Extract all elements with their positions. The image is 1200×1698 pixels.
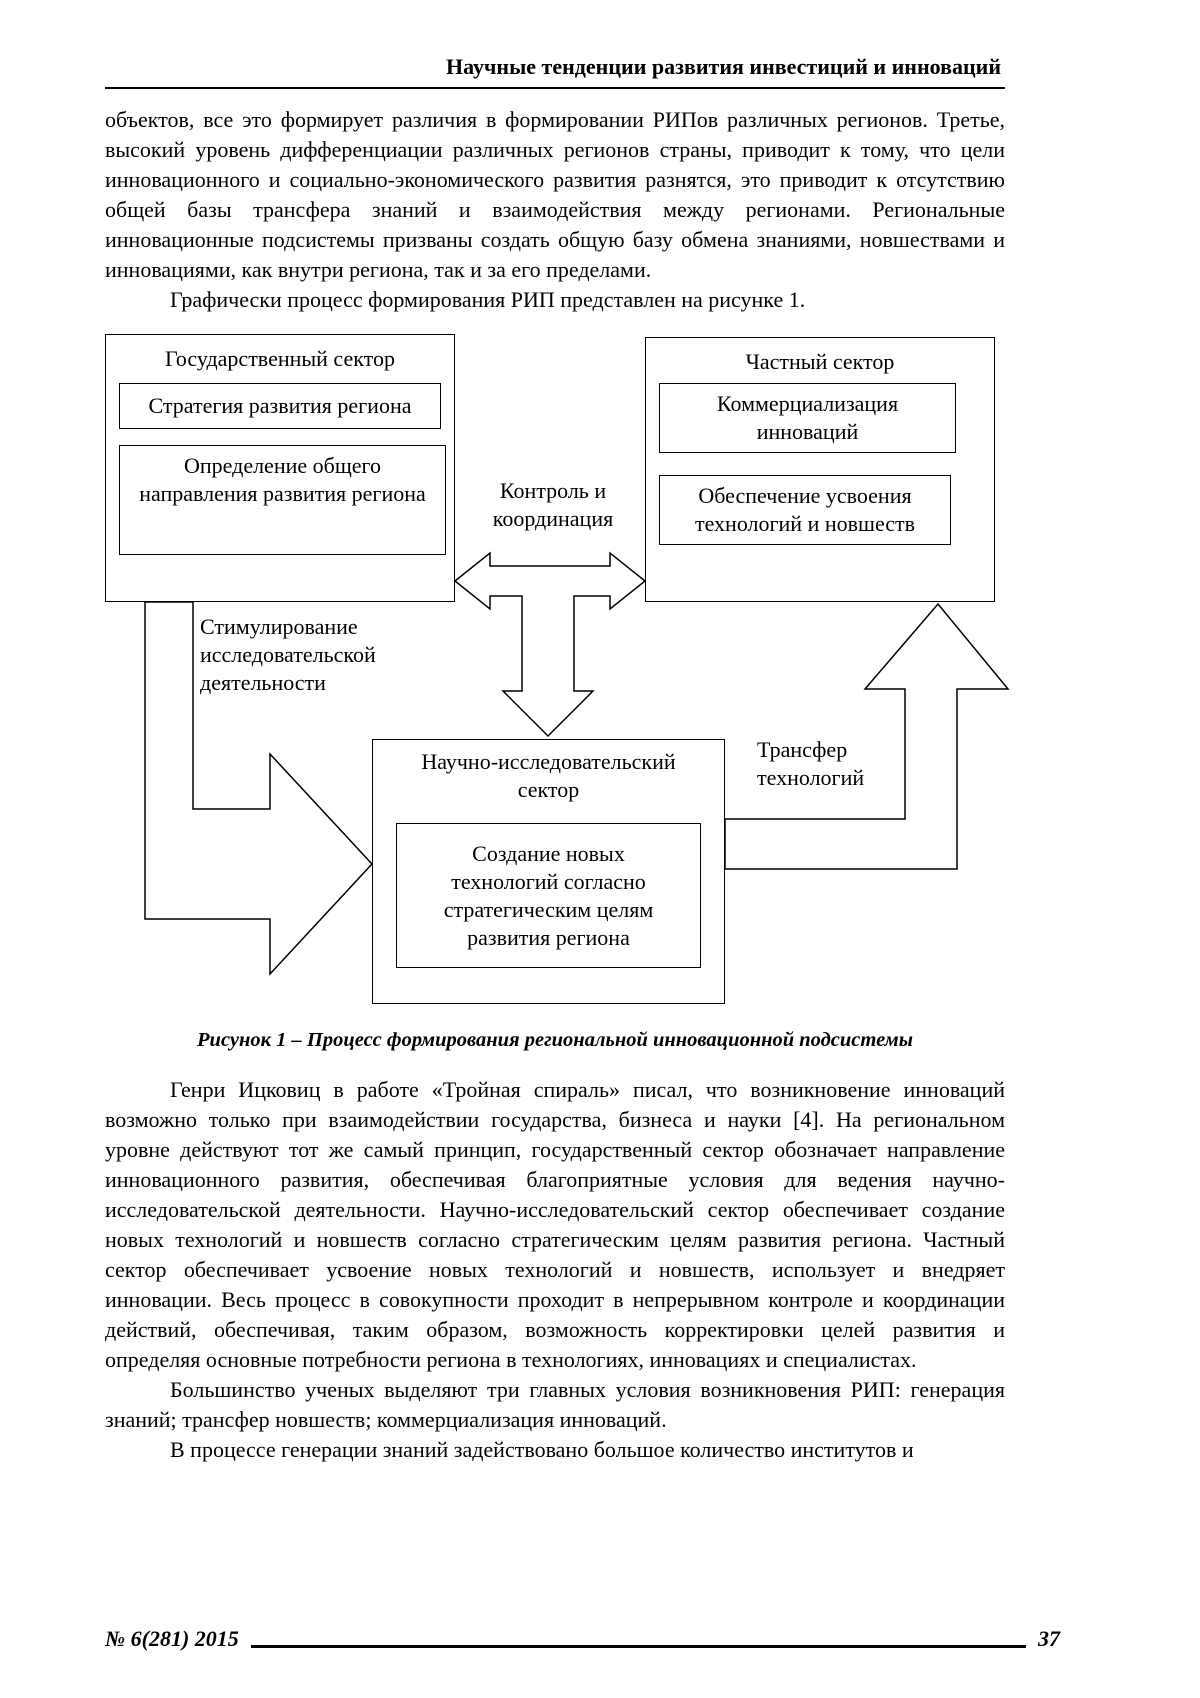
government-sector-box [105,334,455,602]
page-footer [105,1624,1060,1654]
page-number: 37 [1038,1626,1060,1651]
assimilation-box-label: Обеспечение усвоения технологий и новшеств [694,483,916,536]
new-technologies-box-label: Создание новых технологий согласно стратегическим целям развития региона [443,840,654,950]
paragraph-1: объектов, все это формирует различия в формировании РИПов различных регионов. Третье, высокий уровень дифференциации различных регионов страны, приводит к тому, что цели инновационного и социально-экономического развития разнятся, это приводит к отсутствию общей базы трансфера знаний и взаимодействия между регионами. Региональные инновационные подсистемы призваны создать общую базу обмена знаниями, новшествами и инновациями, как внутри региона, так и за его пределами. [105,107,1005,282]
research-sector-box [372,739,725,1004]
footer-rule [251,1645,1026,1648]
running-head [105,52,1005,89]
transfer-label: Трансфер технологий [757,737,865,790]
strategy-box [119,383,441,429]
direction-box [119,445,446,555]
assimilation-box [659,475,951,545]
control-coordination-label: Контроль и координация [492,478,614,531]
stimulation-label: Стимулирование исследовательской деятельности [200,614,376,695]
commercialization-box-label: Коммерциализация инноваций [716,391,899,444]
paragraph-4: Большинство ученых выделяют три главных условия возникновения РИП: генерация знаний; трансфер новшеств; коммерциализация инноваций. [105,1377,1005,1432]
government-sector-title: Государственный сектор [165,346,395,371]
rip-formation-diagram [105,331,1105,1011]
paragraph-3: Генри Ицковиц в работе «Тройная спираль» писал, что возникновение инноваций возможно только при взаимодействии государства, бизнеса и науки [4]. На региональном уровне действуют тот же самый принцип, государственный сектор обозначает направление инновационного развития, обеспечивая благоприятные условия для ведения научно-исследовательской деятельности. Научно-исследовательский сектор обеспечивает создание новых технологий и новшеств согласно стратегическим целям развития региона. Частный сектор обеспечивает усвоение новых технологий и новшеств, использует и внедряет инновации. Весь процесс в совокупности проходит в непрерывном контроле и координации действий, обеспечивая, таким образом, возможность корректировки целей развития и определяя основные потребности региона в технологиях, инновациях и специалистах. [105,1077,1005,1372]
figure-1 [105,331,1005,1055]
private-sector-box [645,337,995,602]
strategy-box-label: Стратегия развития региона [148,393,412,418]
paragraph-5: В процессе генерации знаний задействовано большое количество институтов и [170,1437,914,1462]
issue-label: № 6(281) 2015 [105,1626,239,1651]
commercialization-box [659,383,956,453]
figure-caption: Рисунок 1 – Процесс формирования региональной инновационной подсистемы [197,1029,913,1051]
research-sector-title: Научно-исследовательский сектор [421,749,676,802]
new-technologies-box [396,823,701,968]
direction-box-label: Определение общего направления развития региона [139,453,426,506]
article-body [105,105,1005,1465]
private-sector-title: Частный сектор [745,349,895,374]
control-coordination-arrow [455,553,645,736]
running-head-title: Научные тенденции развития инвестиций и инноваций [446,54,1001,79]
paragraph-2: Графически процесс формирования РИП представлен на рисунке 1. [170,287,806,312]
